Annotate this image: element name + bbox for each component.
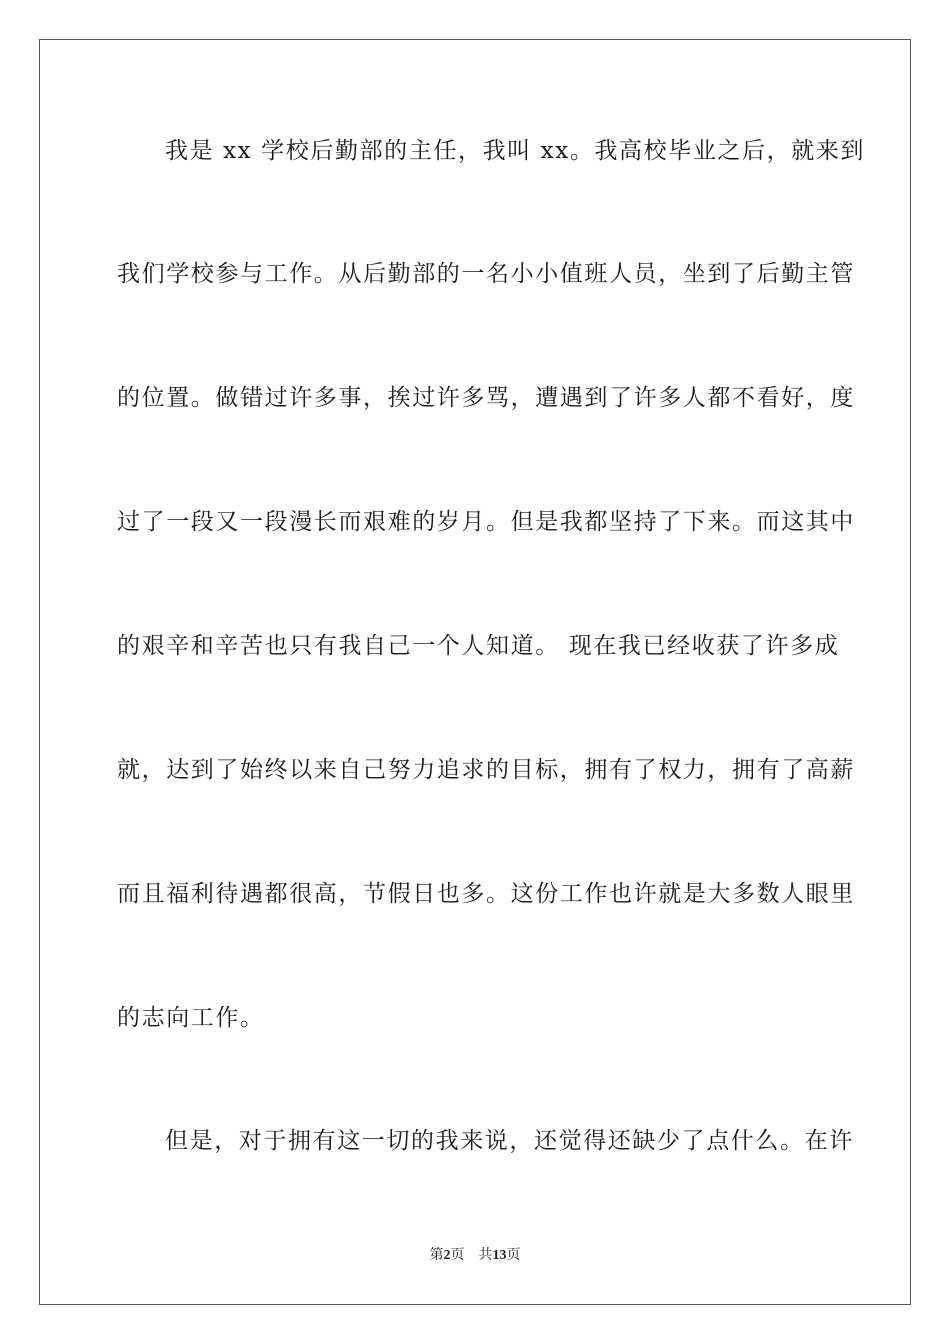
paragraph-line-9: 但是，对于拥有这一切的我来说，还觉得还缺少了点什么。在许 [165, 1128, 854, 1154]
total-prefix: 共 [478, 1248, 493, 1263]
paragraph-line-3: 的位置。做错过许多事，挨过许多骂，遭遇到了许多人都不看好，度 [117, 385, 855, 411]
total-suffix: 页 [506, 1248, 521, 1263]
page-footer [0, 1246, 950, 1266]
paragraph-line-8: 的志向工作。 [117, 1005, 265, 1031]
paragraph-line-7: 而且福利待遇都很高，节假日也多。这份工作也许就是大多数人眼里 [117, 881, 855, 907]
paragraph-line-4: 过了一段又一段漫长而艰难的岁月。但是我都坚持了下来。而这其中 [117, 509, 855, 535]
total-pages: 13 [492, 1248, 507, 1263]
paragraph-line-1: 我是 xx 学校后勤部的主任，我叫 xx。我高校毕业之后，就来到 [165, 138, 866, 164]
page-suffix: 页 [450, 1248, 465, 1263]
paragraph-line-5: 的艰辛和辛苦也只有我自己一个人知道。 现在我已经收获了许多成 [117, 633, 840, 659]
page-prefix: 第 [429, 1248, 444, 1263]
paragraph-line-2: 我们学校参与工作。从后勤部的一名小小值班人员，坐到了后勤主管 [117, 261, 855, 287]
page-number: 2 [443, 1248, 451, 1263]
page-border [39, 39, 911, 1305]
paragraph-line-6: 就，达到了始终以来自己努力追求的目标，拥有了权力，拥有了高薪 [117, 757, 855, 783]
